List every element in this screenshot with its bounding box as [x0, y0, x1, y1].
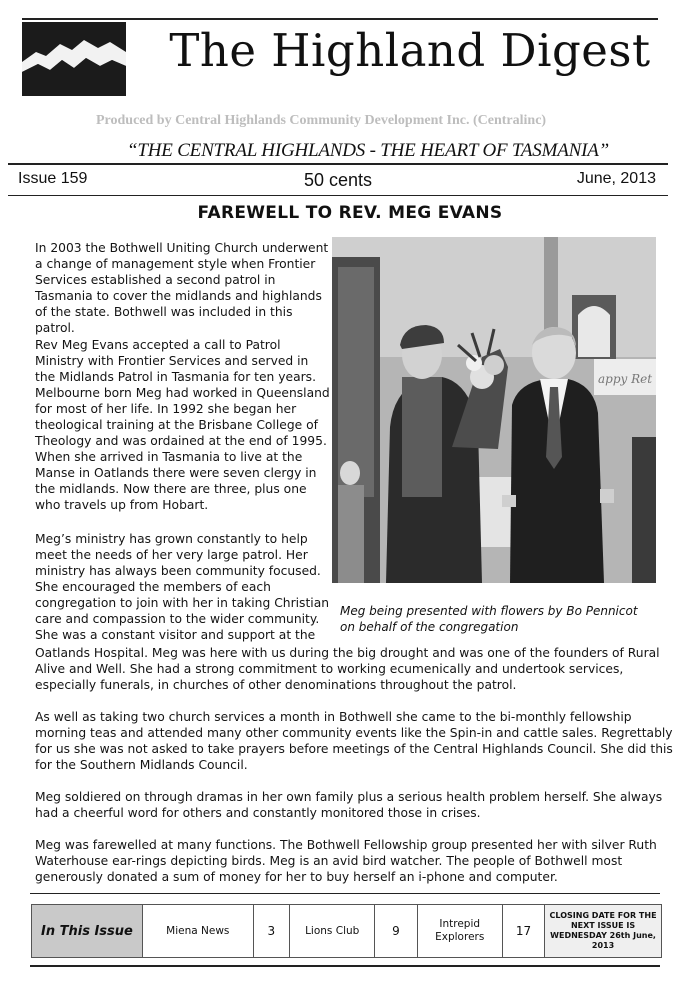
article-paragraph-4: Oatlands Hospital. Meg was here with us during the big drought and was one of the founders of Rural Alive and Well. She had a strong commitment to working ecumenically and undertook services, especially funerals, in churches of other denominations throughout the patrol.	[35, 646, 660, 692]
mountain-logo-icon	[22, 22, 126, 96]
article-paragraph-2: Rev Meg Evans accepted a call to Patrol Ministry with Frontier Services and served in the Midlands Patrol in Tasmania for ten years. Melbourne born Meg had worked in Queensland for most of her life. In 1992 she began her theological training at the Brisbane College of Theology and was ordained at the end of 1995. When she arrived in Tasmania to live at the Manse in Oatlands there were seven clergy in the midlands. Now there are three, plus one who travels up from Hobart.	[35, 338, 330, 512]
article-headline: FAREWELL TO REV. MEG EVANS	[197, 203, 503, 223]
issue-bar-bottom-rule	[8, 195, 668, 196]
issue-price: 50 cents	[303, 170, 373, 190]
closing-date-notice: CLOSING DATE FOR THE NEXT ISSUE IS WEDNESDAY 26th June, 2013	[545, 905, 661, 957]
article-paragraph-7: Meg was farewelled at many functions. The Bothwell Fellowship group presented her with silver Ruth Waterhouse ear-rings depicting birds. Meg is an avid bird watcher. The people of Bothwell most generously donated a sum of money for her to buy herself an i-phone and computer.	[35, 838, 657, 884]
article-paragraph-5: As well as taking two church services a month in Bothwell she came to the bi-monthly fellowship morning teas and attended many other community events like the Spin-in and cattle sales. Regrettably for us she was not asked to take prayers before meetings of the Central Highlands Council. She did this for the Southern Midlands Council.	[35, 710, 673, 772]
footer-bottom-rule	[30, 965, 660, 967]
masthead-title: The Highland Digest	[169, 24, 651, 77]
toc-item-page: 9	[375, 905, 417, 957]
toc-item-page: 3	[254, 905, 290, 957]
motto-line: “THE CENTRAL HIGHLANDS - THE HEART OF TASMANIA”	[126, 140, 609, 161]
farewell-photo	[332, 237, 656, 583]
producer-line: Produced by Central Highlands Community Development Inc. (Centralinc)	[96, 113, 547, 128]
toc-item-title: Lions Club	[290, 905, 375, 957]
article-paragraph-3: Meg’s ministry has grown constantly to help meet the needs of her very large patrol. Her ministry has always been community focused. She encouraged the members of each congregation to join with her in taking Christian care and compassion to the wider community. She was a constant visitor and support at the	[35, 532, 330, 642]
article-paragraph-6: Meg soldiered on through dramas in her own family plus a serious health problem herself. She always had a cheerful word for others and constantly monitored those in crises.	[35, 790, 663, 820]
issue-number: Issue 159	[18, 170, 88, 187]
in-this-issue-box	[31, 904, 662, 958]
photo-banner-text: appy Ret	[598, 372, 653, 386]
toc-item-page: 17	[503, 905, 545, 957]
photo-caption: Meg being presented with flowers by Bo Pennicot on behalf of the congregation	[340, 604, 638, 634]
masthead-top-rule	[22, 18, 658, 20]
issue-date: June, 2013	[576, 170, 656, 187]
footer-top-rule	[30, 893, 660, 894]
toc-item-title: Intrepid Explorers	[418, 905, 503, 957]
article-paragraph-1: In 2003 the Bothwell Uniting Church underwent a change of management style when Frontier Services established a second patrol in Tasmania to cover the midlands and highlands of the state. Bothwell was included in this patrol.	[35, 241, 329, 335]
issue-bar-top-rule	[8, 163, 668, 165]
in-this-issue-label: In This Issue	[32, 905, 143, 957]
toc-item-title: Miena News	[143, 905, 254, 957]
issue-bar	[8, 168, 668, 194]
